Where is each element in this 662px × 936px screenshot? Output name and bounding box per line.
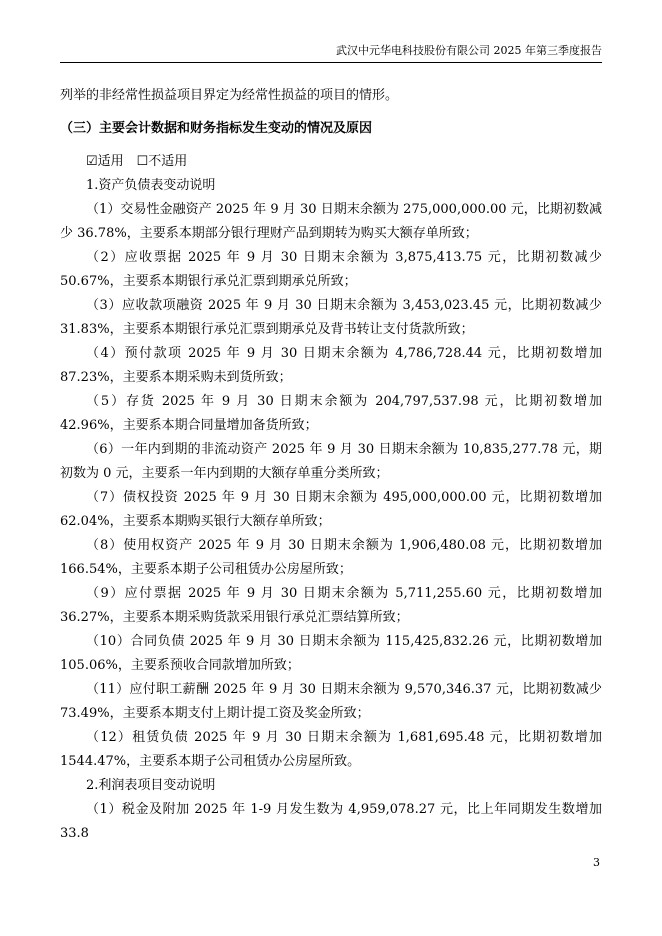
document-body bbox=[60, 84, 602, 846]
lead-text: 列举的非经常性损益项目界定为经常性损益的项目的情形。 bbox=[60, 88, 399, 103]
balance-item-11: （11）应付职工薪酬 2025 年 9 月 30 日期末余额为 9,570,346.37 元，比期初数减少 73.49%，主要系本期支付上期计提工资及奖金所致； bbox=[60, 682, 602, 721]
balance-item-9: （9）应付票据 2025 年 9 月 30 日期末余额为 5,711,255.60 元，比期初数增加 36.27%，主要系本期采购货款采用银行承兑汇票结算所致； bbox=[60, 586, 602, 625]
checkbox-not-applicable: ☐不适用 bbox=[136, 154, 188, 169]
balance-item-7: （7）债权投资 2025 年 9 月 30 日期末余额为 495,000,000.00 元，比期初数增加 62.04%，主要系本期购买银行大额存单所致； bbox=[60, 490, 602, 529]
balance-item-6: （6）一年内到期的非流动资产 2025 年 9 月 30 日期末余额为 10,835,277.78 元，期初数为 0 元，主要系一年内到期的大额存单重分类所致； bbox=[60, 442, 602, 481]
header-title: 武汉中元华电科技股份有限公司 2025 年第三季度报告 bbox=[336, 44, 602, 57]
balance-item-10: （10）合同负债 2025 年 9 月 30 日期末余额为 115,425,832.26 元，比期初数增加 105.06%，主要系预收合同款增加所致； bbox=[60, 634, 602, 673]
section-heading: （三）主要会计数据和财务指标发生变动的情况及原因 bbox=[60, 121, 373, 136]
income-item-1: （1）税金及附加 2025 年 1-9 月发生数为 4,959,078.27 元，比上年同期发生数增加 33.8 bbox=[60, 802, 602, 841]
balance-item-5: （5）存货 2025 年 9 月 30 日期末余额为 204,797,537.98 元，比期初数增加 42.96%，主要系本期合同量增加备货所致； bbox=[60, 394, 602, 433]
checkbox-applicable-checked: ☑适用 bbox=[86, 154, 124, 169]
page-header bbox=[60, 40, 602, 63]
balance-item-1: （1）交易性金融资产 2025 年 9 月 30 日期末余额为 275,000,000.00 元，比期初数减少 36.78%，主要系本期部分银行理财产品到期转为购买大额存单所致； bbox=[60, 202, 602, 241]
balance-sheet-title: 1.资产负债表变动说明 bbox=[86, 178, 216, 193]
balance-item-4: （4）预付款项 2025 年 9 月 30 日期末余额为 4,786,728.44 元，比期初数增加 87.23%，主要系本期采购未到货所致； bbox=[60, 346, 602, 385]
balance-item-2: （2）应收票据 2025 年 9 月 30 日期末余额为 3,875,413.75 元，比期初数减少 50.67%，主要系本期银行承兑汇票到期承兑所致； bbox=[60, 250, 602, 289]
income-statement-title: 2.利润表项目变动说明 bbox=[86, 778, 216, 793]
balance-item-12: （12）租赁负债 2025 年 9 月 30 日期末余额为 1,681,695.48 元，比期初数增加 1544.47%，主要系本期子公司租赁办公房屋所致。 bbox=[60, 730, 602, 769]
page-number: 3 bbox=[593, 856, 600, 869]
applicability-checkboxes bbox=[60, 150, 602, 174]
balance-item-8: （8）使用权资产 2025 年 9 月 30 日期末余额为 1,906,480.08 元，比期初数增加 166.54%，主要系本期子公司租赁办公房屋所致； bbox=[60, 538, 602, 577]
balance-item-3: （3）应收款项融资 2025 年 9 月 30 日期末余额为 3,453,023.45 元，比期初数减少 31.83%，主要系本期银行承兑汇票到期承兑及背书转让支付货款所致； bbox=[60, 298, 602, 337]
